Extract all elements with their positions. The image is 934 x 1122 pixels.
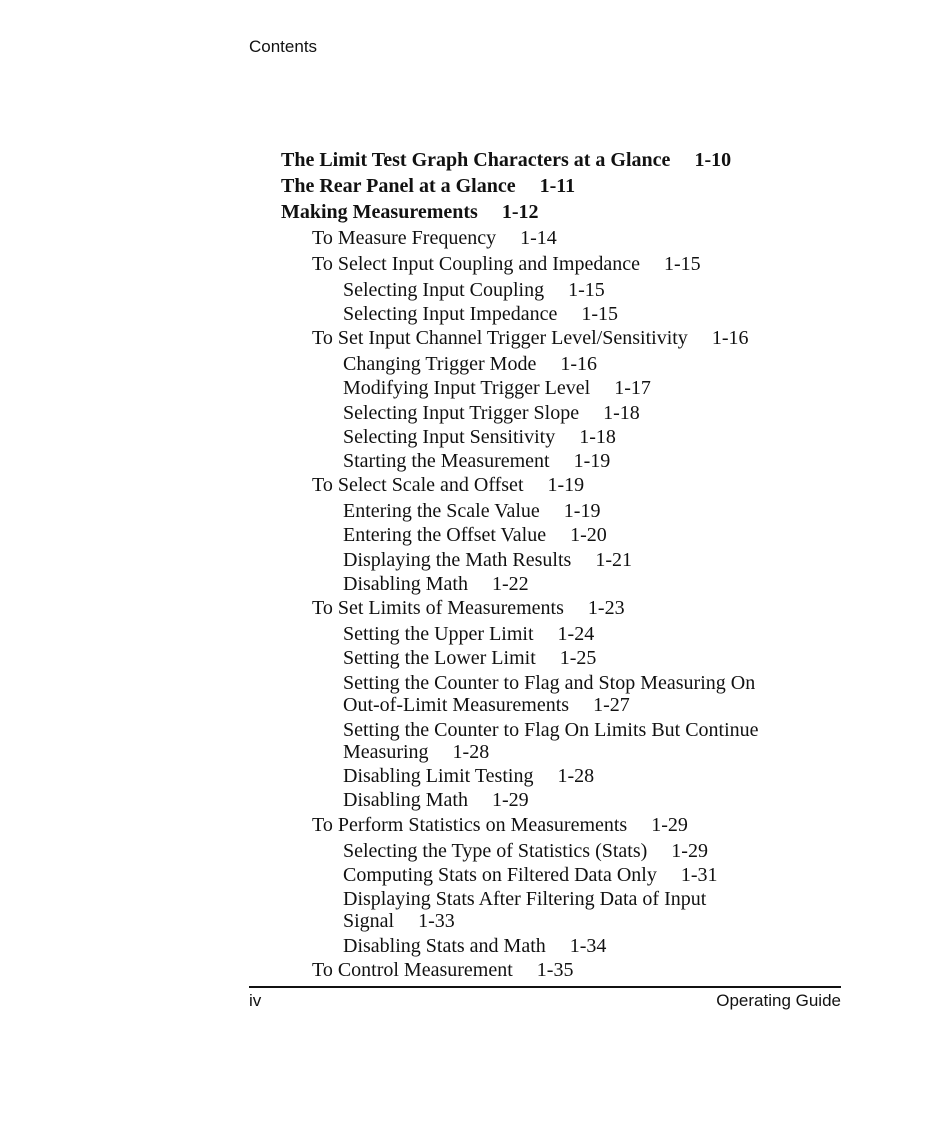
toc-page-number: 1-29	[651, 814, 688, 836]
toc-entry-title-continued: Signal	[343, 910, 395, 932]
toc-entry-title: Computing Stats on Filtered Data Only	[343, 864, 657, 886]
toc-page-number: 1-15	[568, 279, 605, 301]
toc-page-number: 1-29	[492, 789, 529, 811]
toc-entry[interactable]	[343, 789, 529, 811]
toc-entry-title: Displaying Stats After Filtering Data of Input	[343, 888, 707, 910]
toc-entry-title: Changing Trigger Mode	[343, 353, 537, 375]
toc-page-number: 1-11	[539, 175, 576, 197]
toc-page-number: 1-22	[492, 573, 529, 595]
toc-entry[interactable]	[343, 303, 618, 325]
toc-entry[interactable]	[343, 450, 610, 472]
toc-entry-title: Making Measurements	[281, 201, 478, 223]
toc-entry[interactable]	[343, 765, 594, 787]
toc-page-number: 1-18	[579, 426, 616, 448]
running-header: Contents	[249, 37, 318, 56]
toc-page-number: 1-33	[418, 910, 455, 932]
toc-entry[interactable]	[312, 227, 557, 249]
toc-page-number: 1-19	[563, 500, 601, 522]
toc-entry-title: Selecting Input Trigger Slope	[343, 402, 580, 424]
toc-entry[interactable]	[343, 402, 640, 424]
toc-entry[interactable]	[343, 935, 606, 957]
toc-page-number: 1-10	[694, 149, 732, 171]
toc-entry-title: Disabling Limit Testing	[343, 765, 534, 787]
toc-entry[interactable]	[312, 597, 625, 619]
toc-entry[interactable]	[312, 253, 701, 275]
toc-entry-title: To Measure Frequency	[312, 227, 497, 249]
toc-entry-title: Selecting Input Coupling	[343, 279, 545, 301]
toc-page-number: 1-21	[595, 549, 632, 571]
toc-entry-title: To Select Scale and Offset	[312, 474, 524, 496]
toc-entry-title: Disabling Math	[343, 573, 468, 595]
toc-entry-title: Disabling Stats and Math	[343, 935, 546, 957]
toc-entry[interactable]	[343, 672, 755, 716]
footer-rule	[249, 986, 841, 988]
toc-entry[interactable]	[343, 840, 708, 862]
toc-page-number: 1-35	[536, 959, 574, 981]
toc-page-number: 1-27	[593, 694, 630, 716]
toc-entry-title: Setting the Upper Limit	[343, 623, 534, 645]
toc-entry[interactable]	[343, 623, 594, 645]
toc-entry-title: Selecting Input Impedance	[343, 303, 558, 325]
toc-entry-title: Starting the Measurement	[343, 450, 550, 472]
toc-entry-title: To Select Input Coupling and Impedance	[312, 253, 640, 275]
toc-entry-title: Selecting the Type of Statistics (Stats)	[343, 840, 648, 862]
toc-page-number: 1-23	[587, 597, 625, 619]
toc-entry[interactable]	[312, 327, 748, 349]
toc-entry[interactable]	[343, 573, 529, 595]
toc-entry-title: Setting the Counter to Flag and Stop Measuring On	[343, 672, 756, 694]
toc-entry-title: To Set Input Channel Trigger Level/Sensitivity	[312, 327, 688, 349]
toc-entry-title: To Set Limits of Measurements	[312, 597, 564, 619]
toc-entry[interactable]	[343, 279, 605, 301]
toc-page-number: 1-29	[671, 840, 708, 862]
toc-page-number: 1-24	[557, 623, 595, 645]
toc-entry[interactable]	[343, 500, 600, 522]
toc-entry-title: Displaying the Math Results	[343, 549, 572, 571]
toc-entry-title: Setting the Lower Limit	[343, 647, 536, 669]
toc-page-number: 1-15	[581, 303, 619, 325]
toc-entry-title: To Perform Statistics on Measurements	[312, 814, 628, 836]
toc-entry[interactable]	[281, 201, 539, 223]
toc-page-number: 1-16	[711, 327, 749, 349]
toc-entry[interactable]	[343, 524, 607, 546]
toc-entry-title-continued: Out-of-Limit Measurements	[343, 694, 570, 716]
toc-page-number: 1-16	[560, 353, 598, 375]
toc-entry[interactable]	[343, 864, 718, 886]
toc-entry[interactable]	[281, 175, 575, 197]
toc-entry-title: The Rear Panel at a Glance	[281, 175, 516, 197]
toc-entry-title: The Limit Test Graph Characters at a Glance	[281, 149, 671, 171]
toc-page-number: 1-14	[520, 227, 557, 249]
toc-entry[interactable]	[312, 959, 573, 981]
footer-manual-title: Operating Guide	[716, 991, 841, 1010]
toc-entry-title-continued: Measuring	[343, 741, 429, 763]
toc-entry[interactable]	[343, 888, 706, 932]
toc-entry[interactable]	[343, 719, 759, 763]
toc-entry[interactable]	[343, 647, 596, 669]
toc-page-number: 1-28	[557, 765, 595, 787]
toc-entry-title: Entering the Scale Value	[343, 500, 540, 522]
toc-entry[interactable]	[281, 149, 731, 171]
toc-entry[interactable]	[343, 426, 616, 448]
toc-page-number: 1-15	[663, 253, 701, 275]
toc-entry-title: Selecting Input Sensitivity	[343, 426, 556, 448]
toc-entry[interactable]	[312, 814, 688, 836]
toc-entry[interactable]	[312, 474, 584, 496]
toc-page-number: 1-19	[573, 450, 611, 472]
toc-page-number: 1-31	[680, 864, 718, 886]
toc-entry-title: Disabling Math	[343, 789, 468, 811]
toc-page-number: 1-17	[614, 377, 651, 399]
toc-entry-title: To Control Measurement	[312, 959, 513, 981]
toc-entry-title: Setting the Counter to Flag On Limits But Continue	[343, 719, 759, 741]
toc-page-number: 1-19	[547, 474, 585, 496]
toc-page-number: 1-20	[570, 524, 607, 546]
toc-page-number: 1-12	[501, 201, 539, 223]
toc-page-number: 1-28	[452, 741, 490, 763]
toc-page-number: 1-18	[603, 402, 640, 424]
toc-entry[interactable]	[343, 377, 651, 399]
footer-page-number: iv	[249, 991, 262, 1010]
toc-entry[interactable]	[343, 353, 597, 375]
toc-entry[interactable]	[343, 549, 632, 571]
toc-page-number: 1-34	[569, 935, 607, 957]
toc-entry-title: Entering the Offset Value	[343, 524, 547, 546]
toc-entry-title: Modifying Input Trigger Level	[343, 377, 591, 399]
toc-page-number: 1-25	[559, 647, 597, 669]
